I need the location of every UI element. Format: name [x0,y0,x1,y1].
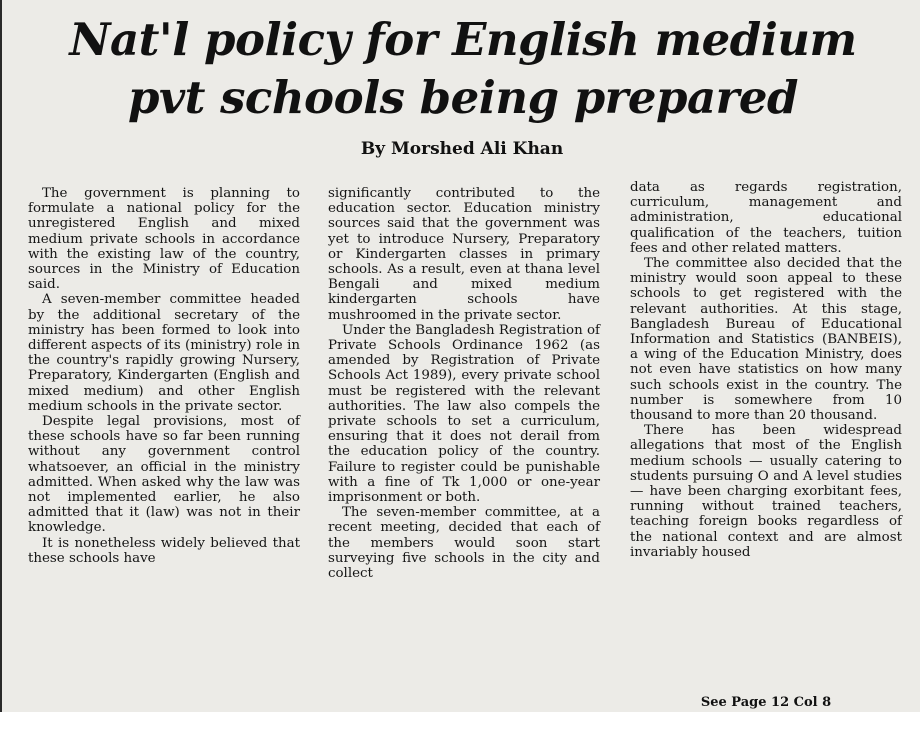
paragraph: Under the Bangladesh Registration of Private Schools Ordinance 1962 (as amended by Registration of Private Schools Act 1989), every private school must be registered with the relevant authorities. The law also compels the private schools to set a curriculum, ensuring that it does not derail from the education policy of the country. Failure to register could be punishable with a fine of Tk 1,000 or one-year imprisonment or both. [328,322,600,506]
paragraph: A seven-member committee headed by the additional secretary of the ministry has been formed to look into different aspects of its (ministry) role in the country's rapidly growing Nursery, Preparatory, Kindergarten (English and mixed medium) and other English medium schools in the private sector. [28,292,300,414]
paragraph: The seven-member committee, at a recent meeting, decided that each of the members would soon start surveying five schools in the city and collect [328,505,600,582]
paragraph: The government is planning to formulate a national policy for the unregistered English and mixed medium private schools in accordance with the existing law of the country, sources in the Ministry of Education said. [28,186,300,293]
headline-line-1: Nat'l policy for English medium [69,13,857,66]
paragraph: Despite legal provisions, most of these schools have so far been running without any government control whatsoever, an official in the ministry admitted. When asked why the law was not implemented earlier, he also admitted that it (law) was not in their knowledge. [28,414,300,536]
headline-line-2: pvt schools being prepared [128,71,798,124]
paragraph: significantly contributed to the education sector. Education ministry sources said that the government was yet to introduce Nursery, Preparatory or Kindergarten classes in primary schools. As a result, even at thana level Bengali and mixed medium kindergarten schools have mushroomed in the private sector. [328,186,600,323]
article-column-2 [328,186,600,581]
article-column-3 [630,180,902,560]
bottom-margin [0,712,920,729]
paragraph: The committee also decided that the ministry would soon appeal to these schools to get registered with the relevant authorities. At this stage, Bangladesh Bureau of Educational Information and Statistics (BANBEIS), a wing of the Education Ministry, does not even have statistics on how many such schools exist in the country. The number is somewhere from 10 thousand to more than 20 thousand. [630,256,902,424]
paragraph: There has been widespread allegations that most of the English medium schools — usually catering to students pursuing O and A level studies — have been charging exorbitant fees, running without trained teachers, teaching foreign books regardless of the national context and are almost invariably housed [630,423,902,560]
continued-on-page-note: See Page 12 Col 8 [700,695,832,710]
paragraph: data as regards registration, curriculum, management and administration, educational qualification of the teachers, tuition fees and other related matters. [630,180,902,256]
article-column-1 [28,186,300,566]
paragraph: It is nonetheless widely believed that these schools have [28,535,300,566]
byline: By Morshed Ali Khan [360,139,564,159]
